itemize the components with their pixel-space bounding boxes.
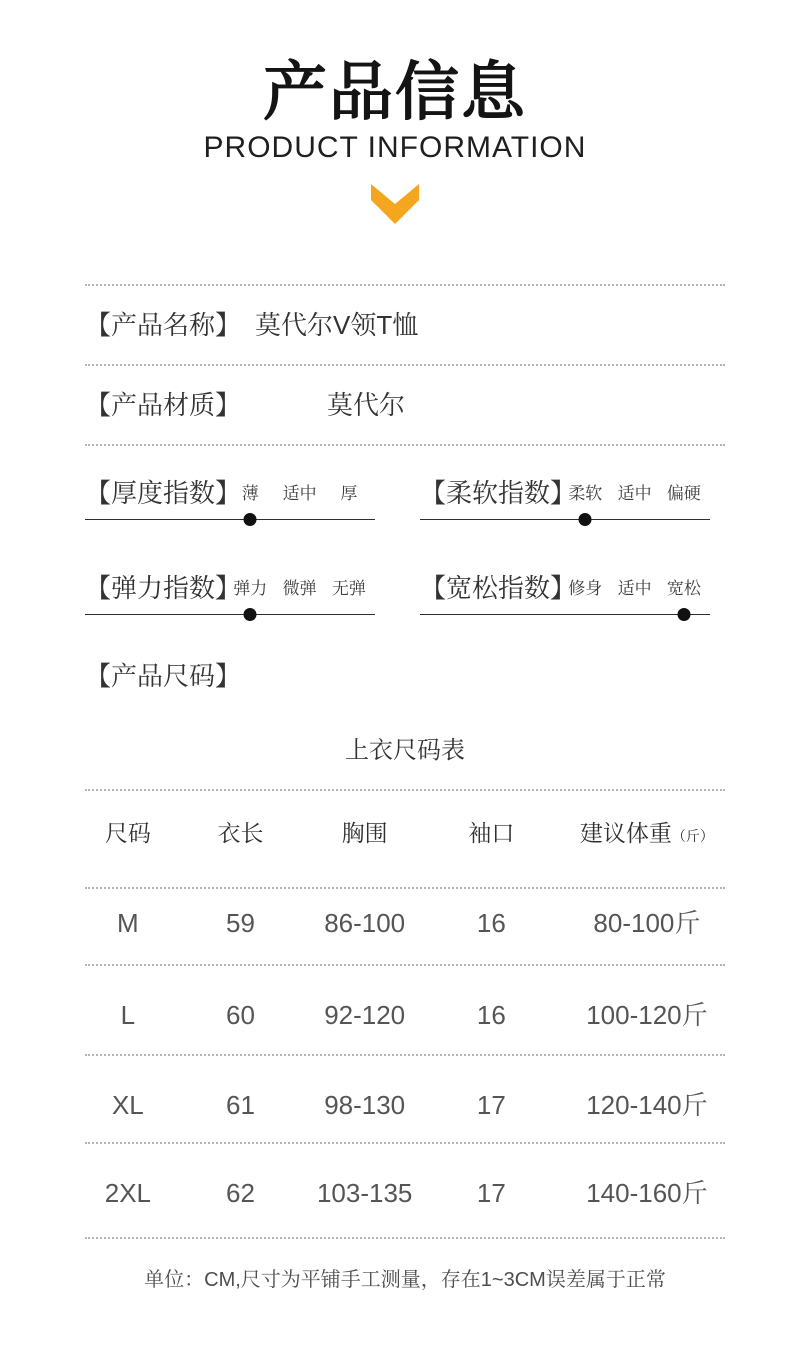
product-material-row (85, 389, 405, 421)
dotted-divider (85, 964, 725, 966)
slider-track (420, 519, 710, 520)
cell-bust: 86-100 (324, 908, 406, 938)
thickness-index-label: 【厚度指数】 (85, 478, 242, 508)
dotted-divider (85, 284, 725, 286)
slider-option: 适中 (617, 484, 652, 503)
size-table-title: 上衣尺码表 (345, 737, 465, 764)
slider-option: 微弹 (282, 579, 317, 598)
dotted-divider (85, 1054, 725, 1056)
cell-size: XL (111, 1090, 144, 1120)
product-material-value: 莫代尔 (327, 390, 406, 420)
product-name-row (85, 309, 418, 341)
size-table-row-2xl (85, 1176, 725, 1210)
cell-cuff: 16 (476, 1000, 506, 1030)
col-length: 衣长 (217, 820, 264, 846)
slider-dot (677, 608, 690, 621)
slider-option: 适中 (282, 484, 317, 503)
col-weight (580, 816, 714, 853)
cell-bust: 92-120 (324, 1000, 406, 1030)
slider-option: 柔软 (568, 484, 603, 503)
elasticity-index-label: 【弹力指数】 (85, 573, 242, 603)
slider-option: 偏硬 (666, 484, 701, 503)
page-title: 产品信息 (263, 56, 527, 128)
softness-index-slider (420, 478, 710, 528)
size-table-row-l (85, 998, 725, 1032)
cell-weight: 120-140斤 (586, 1090, 708, 1120)
col-size: 尺码 (104, 820, 151, 846)
col-cuff: 袖口 (468, 820, 515, 846)
size-table-row-xl (85, 1088, 725, 1122)
slider-dot (244, 608, 257, 621)
thickness-index-slider (85, 478, 375, 528)
cell-weight: 80-100斤 (593, 908, 701, 938)
cell-length: 61 (226, 1090, 255, 1120)
measurement-note: 单位：CM,尺寸为平铺手工测量，存在1~3CM误差属于正常 (144, 1269, 666, 1291)
slider-option: 宽松 (666, 579, 701, 598)
cell-cuff: 17 (476, 1178, 506, 1208)
cell-weight: 100-120斤 (586, 1000, 708, 1030)
slider-option: 修身 (568, 579, 603, 598)
slider-track (420, 614, 710, 615)
cell-bust: 103-135 (316, 1178, 413, 1208)
softness-index-label: 【柔软指数】 (420, 478, 577, 508)
cell-size: M (117, 908, 139, 938)
cell-cuff: 16 (476, 908, 506, 938)
cell-length: 60 (226, 1000, 255, 1030)
slider-option: 弹力 (233, 579, 268, 598)
product-size-label: 【产品尺码】 (85, 661, 242, 691)
dotted-divider (85, 1237, 725, 1239)
looseness-index-slider (420, 573, 710, 623)
cell-length: 62 (226, 1178, 255, 1208)
cell-length: 59 (226, 908, 255, 938)
cell-bust: 98-130 (324, 1090, 406, 1120)
cell-cuff: 17 (476, 1090, 506, 1120)
col-weight-unit: （斤） (671, 828, 714, 844)
cell-weight: 140-160斤 (586, 1178, 708, 1208)
dotted-divider (85, 887, 725, 889)
chevron-down-icon (371, 184, 419, 224)
cell-size: L (120, 1000, 136, 1030)
slider-track (85, 614, 375, 615)
looseness-index-label: 【宽松指数】 (420, 573, 577, 603)
slider-option: 适中 (617, 579, 652, 598)
dotted-divider (85, 1142, 725, 1144)
cell-size: 2XL (104, 1178, 152, 1208)
slider-dot (579, 513, 592, 526)
size-table-row-m (85, 906, 725, 940)
elasticity-index-slider (85, 573, 375, 623)
product-name-label: 【产品名称】 (85, 310, 242, 340)
col-weight-text: 建议体重 (579, 820, 672, 846)
size-table-header-row (85, 816, 725, 850)
slider-track (85, 519, 375, 520)
slider-dot (244, 513, 257, 526)
product-material-label: 【产品材质】 (85, 390, 242, 420)
col-bust: 胸围 (341, 820, 388, 846)
dotted-divider (85, 444, 725, 446)
slider-option: 薄 (241, 484, 259, 503)
page-subtitle: PRODUCT INFORMATION (203, 131, 587, 164)
slider-option: 无弹 (331, 579, 366, 598)
product-name-value: 莫代尔V领T恤 (255, 310, 419, 340)
dotted-divider (85, 789, 725, 791)
slider-option: 厚 (340, 484, 358, 503)
dotted-divider (85, 364, 725, 366)
